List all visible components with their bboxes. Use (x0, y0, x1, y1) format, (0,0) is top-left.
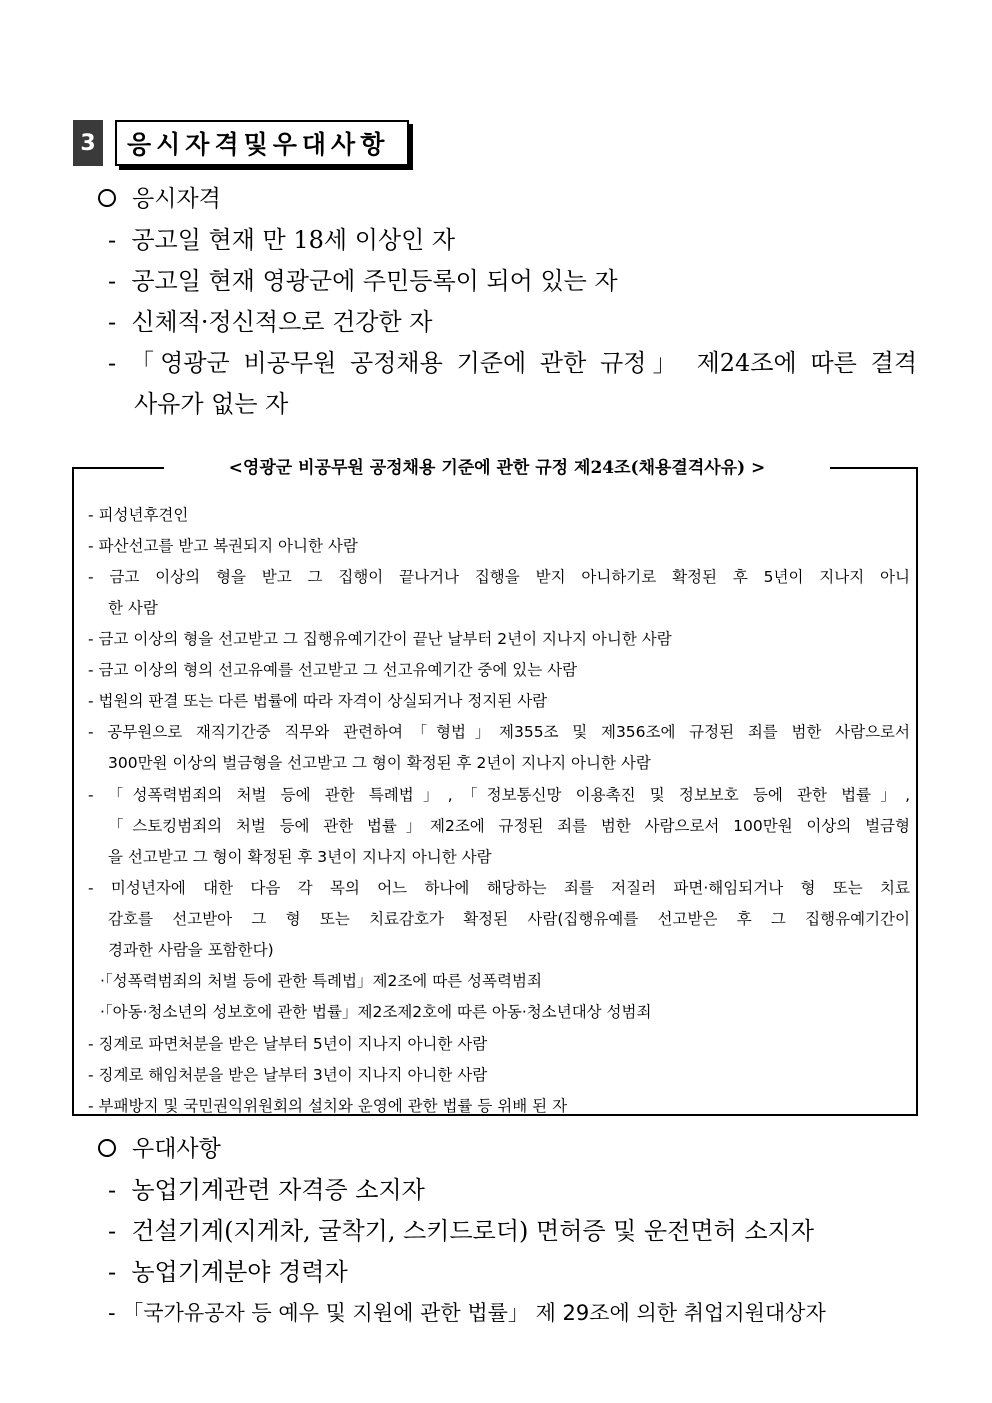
qualifications-heading: 응시자격 (98, 184, 221, 214)
box-line: - 법원의 판결 또는 다른 법률에 따라 자격이 상실되거나 정지된 사람 (88, 692, 548, 710)
box-line: - 파산선고를 받고 복권되지 아니한 사람 (88, 537, 358, 555)
box-line: 을 선고받고 그 형이 확정된 후 3년이 지나지 아니한 사람 (108, 848, 492, 866)
box-line: 300만원 이상의 벌금형을 선고받고 그 형이 확정된 후 2년이 지나지 아니한 사람 (108, 754, 651, 772)
box-line: - 금고 이상의 형의 선고유예를 선고받고 그 선고유예기간 중에 있는 사람 (88, 661, 578, 679)
box-line: - 공무원으로 재직기간중 직무와 관련하여「형법」제355조 및 제356조에 규정된 죄를 범한 사람으로서 (88, 723, 910, 741)
box-line: - 부패방지 및 국민권익위원회의 설치와 운영에 관한 법률 등 위배 된 자 (88, 1097, 568, 1115)
qualification-item-4-line1: 「영광군 비공무원 공정채용 기준에 관한 규정」 제24조에 따른 결격 (130, 349, 917, 377)
section-title: 응시자격및우대사항 (115, 120, 409, 166)
box-line: - 피성년후견인 (88, 506, 189, 524)
box-line: ·「아동·청소년의 성보호에 관한 법률」제2조제2호에 따른 아동·청소년대상 성범죄 (100, 1003, 652, 1021)
preference-item: - 「국가유공자 등 예우 및 지원에 관한 법률」 제 29조에 의한 취업지원대상자 (108, 1301, 826, 1325)
qualification-item: - 공고일 현재 만 18세 이상인 자 (108, 226, 456, 254)
circle-bullet-icon (98, 1139, 116, 1157)
box-line: 한 사람 (108, 599, 158, 617)
box-line: - 징계로 해임처분을 받은 날부터 3년이 지나지 아니한 사람 (88, 1066, 488, 1084)
box-line: 감호를 선고받아 그 형 또는 치료감호가 확정된 사람(집행유예를 선고받은 후 그 집행유예기간이 (108, 910, 910, 928)
box-line: - 미성년자에 대한 다음 각 목의 어느 하나에 해당하는 죄를 저질러 파면·해임되거나 형 또는 치료 (88, 879, 910, 897)
qualification-dash: - (108, 349, 117, 377)
preferences-heading: 우대사항 (98, 1134, 221, 1164)
box-line: 「스토킹범죄의 처벌 등에 관한 법률」제2조에 규정된 죄를 범한 사람으로서 100만원 이상의 벌금형 (108, 817, 910, 835)
box-line: - 「성폭력범죄의 처벌 등에 관한 특례법」,「정보통신망 이용촉진 및 정보보호 등에 관한 법률」, (88, 786, 910, 804)
box-line: - 금고 이상의 형을 받고 그 집행이 끝나거나 집행을 받지 아니하기로 확정된 후 5년이 지나지 아니 (88, 568, 910, 586)
box-line: 경과한 사람을 포함한다) (108, 941, 274, 959)
box-line: ·「성폭력범죄의 처벌 등에 관한 특례법」제2조에 따른 성폭력범죄 (100, 972, 542, 990)
box-line: - 금고 이상의 형을 선고받고 그 집행유예기간이 끝난 날부터 2년이 지나지 아니한 사람 (88, 630, 672, 648)
qualification-item-4-line2: 사유가 없는 자 (134, 390, 289, 418)
disqualification-box-title: <영광군 비공무원 공정채용 기준에 관한 규정 제24조(채용결격사유) > (228, 458, 766, 478)
preference-item: - 농업기계관련 자격증 소지자 (108, 1176, 425, 1204)
qualification-item: - 공고일 현재 영광군에 주민등록이 되어 있는 자 (108, 267, 618, 295)
preference-item: - 건설기계(지게차, 굴착기, 스키드로더) 면허증 및 운전면허 소지자 (108, 1217, 814, 1245)
circle-bullet-icon (98, 189, 116, 207)
preference-item: - 농업기계분야 경력자 (108, 1258, 348, 1286)
qualification-item: - 신체적·정신적으로 건강한 자 (108, 308, 433, 336)
section-header (73, 120, 409, 166)
section-number: 3 (73, 120, 103, 166)
box-line: - 징계로 파면처분을 받은 날부터 5년이 지나지 아니한 사람 (88, 1035, 488, 1053)
